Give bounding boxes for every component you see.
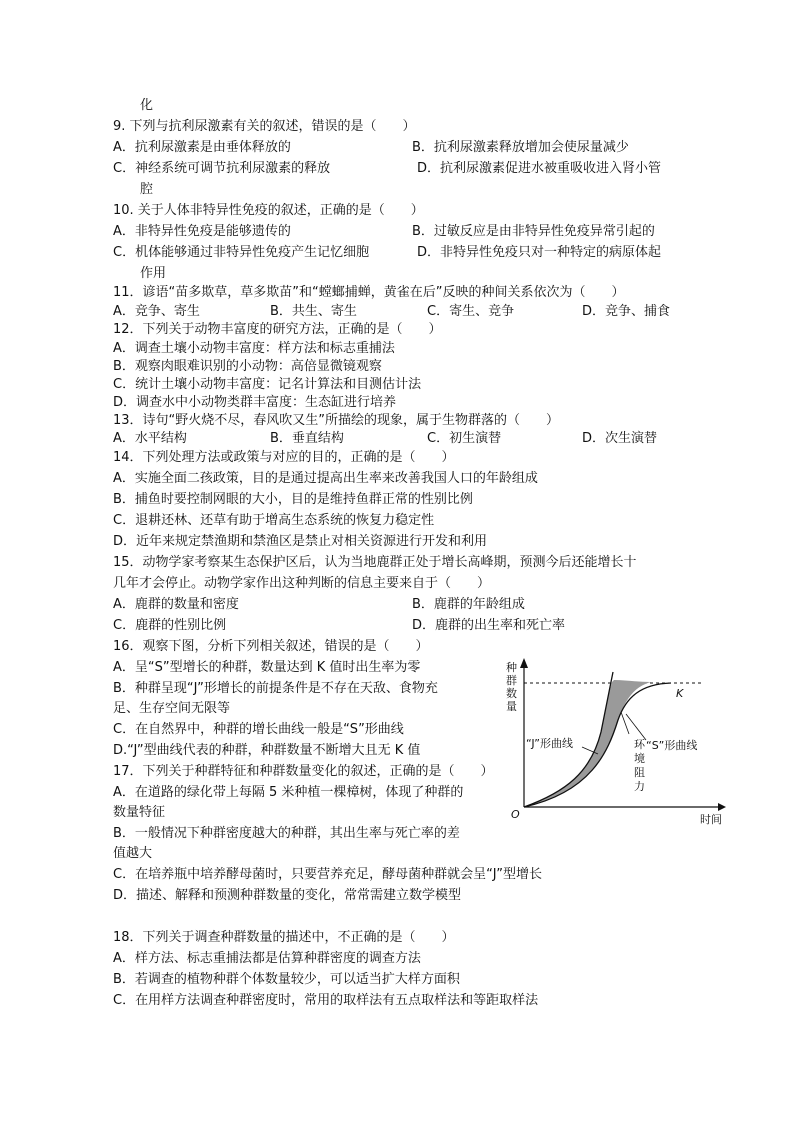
question-13-stem: 13．诗句“野火烧不尽，春风吹又生”所描绘的现象，属于生物群落的（ ） xyxy=(113,413,560,428)
question-13-option-d: D．次生演替 xyxy=(582,431,658,446)
question-15-stem-line-2: 几年才会停止。动物学家作出这种判断的信息主要来自于（ ） xyxy=(113,576,491,591)
population-growth-figure xyxy=(496,652,728,830)
question-11-option-b: B．共生、寄生 xyxy=(270,304,357,319)
question-10-stem: 10. 关于人体非特异性免疫的叙述，正确的是（ ） xyxy=(113,203,424,218)
question-15-stem-line-1: 15．动物学家考察某生态保护区后，认为当地鹿群正处于增长高峰期，预测今后还能增长十 xyxy=(113,555,637,570)
question-9-option-d: D．抗利尿激素促进水被重吸收进入肾小管 xyxy=(417,161,662,176)
question-14-option-d: D．近年来规定禁渔期和禁渔区是禁止对相关资源进行开发和利用 xyxy=(113,534,488,549)
j-curve-label: “J”形曲线 xyxy=(526,737,573,750)
question-15-option-a: A．鹿群的数量和密度 xyxy=(113,597,239,612)
question-17-option-a-continued: 数量特征 xyxy=(113,805,166,820)
question-12-option-a: A．调查土壤小动物丰富度：样方法和标志重捕法 xyxy=(113,341,395,356)
question-13-option-b: B．垂直结构 xyxy=(270,431,344,446)
y-axis-arrow-icon xyxy=(520,658,528,668)
question-10-option-a: A．非特异性免疫是能够遗传的 xyxy=(113,224,291,239)
question-17-stem: 17．下列关于种群特征和种群数量变化的叙述，正确的是（ ） xyxy=(113,764,494,779)
question-15-option-b: B．鹿群的年龄组成 xyxy=(412,597,525,612)
question-17-option-d: D．描述、解释和预测种群数量的变化，常常需建立数学模型 xyxy=(113,888,462,903)
question-11-option-a: A．竞争、寄生 xyxy=(113,304,200,319)
question-15-option-c: C．鹿群的性别比例 xyxy=(113,618,227,633)
question-9-stem: 9. 下列与抗利尿激素有关的叙述，错误的是（ ） xyxy=(113,119,416,134)
y-label-char-4: 量 xyxy=(506,700,517,713)
resistance-char-1: 环 xyxy=(634,738,645,751)
question-16-option-a: A．呈“S”型增长的种群，数量达到 K 值时出生率为零 xyxy=(113,660,421,675)
question-15-option-d: D．鹿群的出生率和死亡率 xyxy=(412,618,566,633)
x-axis-label: 时间 xyxy=(700,813,722,826)
question-12-stem: 12．下列关于动物丰富度的研究方法，正确的是（ ） xyxy=(113,322,442,337)
question-18-option-a: A．样方法、标志重捕法都是估算种群密度的调查方法 xyxy=(113,951,421,966)
question-11-stem: 11．谚语“苗多欺草，草多欺苗”和“螳螂捕蝉，黄雀在后”反映的种间关系依次为（ ） xyxy=(113,285,625,300)
question-17-option-a: A．在道路的绿化带上每隔 5 米种植一棵樟树，体现了种群的 xyxy=(113,785,464,800)
question-14-option-a: A．实施全面二孩政策，目的是通过提高出生率来改善我国人口的年龄组成 xyxy=(113,471,538,486)
resistance-char-3: 阻 xyxy=(634,766,645,779)
question-16-option-d: D.“J”型曲线代表的种群，种群数量不断增大且无 K 值 xyxy=(113,743,421,758)
question-12-option-b: B．观察肉眼难识别的小动物：高倍显微镜观察 xyxy=(113,359,382,374)
question-18-option-b: B．若调查的植物种群个体数量较少，可以适当扩大样方面积 xyxy=(113,972,460,987)
y-label-char-3: 数 xyxy=(506,687,517,700)
question-11-option-d: D．竞争、捕食 xyxy=(582,304,671,319)
y-label-char-1: 种 xyxy=(506,661,517,674)
question-13-option-c: C．初生演替 xyxy=(427,431,502,446)
k-label: K xyxy=(676,687,684,700)
resistance-pointer xyxy=(621,712,629,734)
question-10-option-d-continued: 作用 xyxy=(140,266,167,281)
question-10-option-b: B．过敏反应是由非特异性免疫异常引起的 xyxy=(412,224,655,239)
origin-label: O xyxy=(511,808,520,821)
question-9-option-a: A．抗利尿激素是由垂体释放的 xyxy=(113,140,291,155)
question-17-option-c: C．在培养瓶中培养酵母菌时，只要营养充足，酵母菌种群就会呈“J”型增长 xyxy=(113,867,542,882)
question-9-option-b: B．抗利尿激素释放增加会使尿量减少 xyxy=(412,140,629,155)
question-10-option-d: D．非特异性免疫只对一种特定的病原体起 xyxy=(417,245,662,260)
question-11-option-c: C．寄生、竞争 xyxy=(427,304,515,319)
question-12-option-c: C．统计土壤小动物丰富度：记名计算法和目测估计法 xyxy=(113,377,422,392)
question-9-option-d-continued: 腔 xyxy=(140,182,154,197)
y-label-char-2: 群 xyxy=(506,674,517,687)
question-16-option-b-continued: 足、生存空间无限等 xyxy=(113,701,231,716)
question-9-option-c: C．神经系统可调节抗利尿激素的释放 xyxy=(113,161,331,176)
question-18-stem: 18．下列关于调查种群数量的描述中，不正确的是（ ） xyxy=(113,930,455,945)
question-18-option-c: C．在用样方法调查种群密度时，常用的取样法有五点取样法和等距取样法 xyxy=(113,993,539,1008)
x-axis-arrow-icon xyxy=(718,803,726,811)
question-16-option-b: B．种群呈现“J”形增长的前提条件是不存在天敌、食物充 xyxy=(113,681,438,696)
question-16-option-c: C．在自然界中，种群的增长曲线一般是“S”形曲线 xyxy=(113,722,404,737)
resistance-char-2: 境 xyxy=(634,752,645,765)
question-14-option-c: C．退耕还林、还草有助于增高生态系统的恢复力稳定性 xyxy=(113,513,435,528)
question-16-stem: 16．观察下图，分析下列相关叙述，错误的是（ ） xyxy=(113,639,429,654)
question-17-option-b: B．一般情况下种群密度越大的种群，其出生率与死亡率的差 xyxy=(113,826,460,841)
continued-text: 化 xyxy=(140,98,154,113)
question-17-option-b-continued: 值越大 xyxy=(113,846,153,861)
resistance-char-4: 力 xyxy=(634,780,645,793)
question-10-option-c: C．机体能够通过非特异性免疫产生记忆细胞 xyxy=(113,245,370,260)
s-curve-pointer xyxy=(626,714,646,740)
question-13-option-a: A．水平结构 xyxy=(113,431,187,446)
question-14-stem: 14．下列处理方法或政策与对应的目的，正确的是（ ） xyxy=(113,450,455,465)
s-curve-label: “S”形曲线 xyxy=(646,739,698,752)
question-14-option-b: B．捕鱼时要控制网眼的大小，目的是维持鱼群正常的性别比例 xyxy=(113,492,473,507)
question-12-option-d: D．调查水中小动物类群丰富度：生态缸进行培养 xyxy=(113,395,397,410)
